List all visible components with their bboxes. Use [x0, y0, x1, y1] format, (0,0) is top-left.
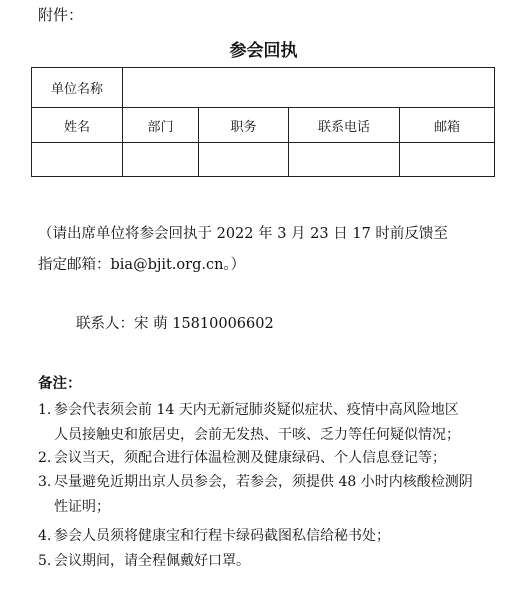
- notice-line-2: 指定邮箱：bia@bjit.org.cn。）: [38, 257, 246, 273]
- cell-email[interactable]: [400, 143, 495, 177]
- note-text: 参会代表须会前 14 天内无新冠肺炎疑似症状、疫情中高风险地区: [54, 402, 459, 418]
- unit-row: [32, 68, 495, 108]
- submission-notice: [38, 219, 498, 281]
- note-item: [38, 446, 494, 471]
- cell-position[interactable]: [199, 143, 289, 177]
- note-text: 会议期间，请全程佩戴好口罩。: [54, 553, 250, 569]
- unit-name-label: 单位名称: [32, 68, 123, 108]
- contact-person: 联系人：宋 萌 15810006602: [76, 316, 274, 332]
- attachment-label: 附件：: [38, 6, 84, 24]
- header-name: 姓名: [32, 108, 123, 143]
- note-text-continued: 人员接触史和旅居史，会前无发热、干咳、乏力等任何疑似情况；: [54, 427, 460, 443]
- note-item: [38, 470, 494, 520]
- header-email: 邮箱: [400, 108, 495, 143]
- note-number: 5.: [38, 553, 52, 569]
- note-text: 尽量避免近期出京人员参会，若参会，须提供 48 小时内核酸检测阴: [54, 474, 473, 490]
- header-department: 部门: [123, 108, 199, 143]
- notes-title: 备注：: [38, 375, 82, 392]
- document-title: 参会回执: [229, 41, 298, 61]
- table-row: [32, 143, 495, 177]
- unit-name-cell[interactable]: [123, 68, 495, 108]
- reply-form-table: [31, 67, 495, 177]
- note-item: [38, 524, 494, 549]
- note-text: 参会人员须将健康宝和行程卡绿码截图私信给秘书处；: [54, 528, 390, 544]
- cell-phone[interactable]: [289, 143, 400, 177]
- note-text-continued: 性证明；: [54, 499, 110, 515]
- note-item: [38, 549, 494, 574]
- header-row: [32, 108, 495, 143]
- header-phone: 联系电话: [289, 108, 400, 143]
- cell-name[interactable]: [32, 143, 123, 177]
- header-position: 职务: [199, 108, 289, 143]
- note-number: 1.: [38, 402, 52, 418]
- note-text: 会议当天，须配合进行体温检测及健康绿码、个人信息登记等；: [54, 450, 446, 466]
- note-number: 2.: [38, 450, 52, 466]
- cell-department[interactable]: [123, 143, 199, 177]
- notice-line-1: （请出席单位将参会回执于 2022 年 3 月 23 日 17 时前反馈至: [38, 226, 448, 242]
- note-item: [38, 398, 494, 448]
- note-number: 3.: [38, 474, 52, 490]
- note-number: 4.: [38, 528, 52, 544]
